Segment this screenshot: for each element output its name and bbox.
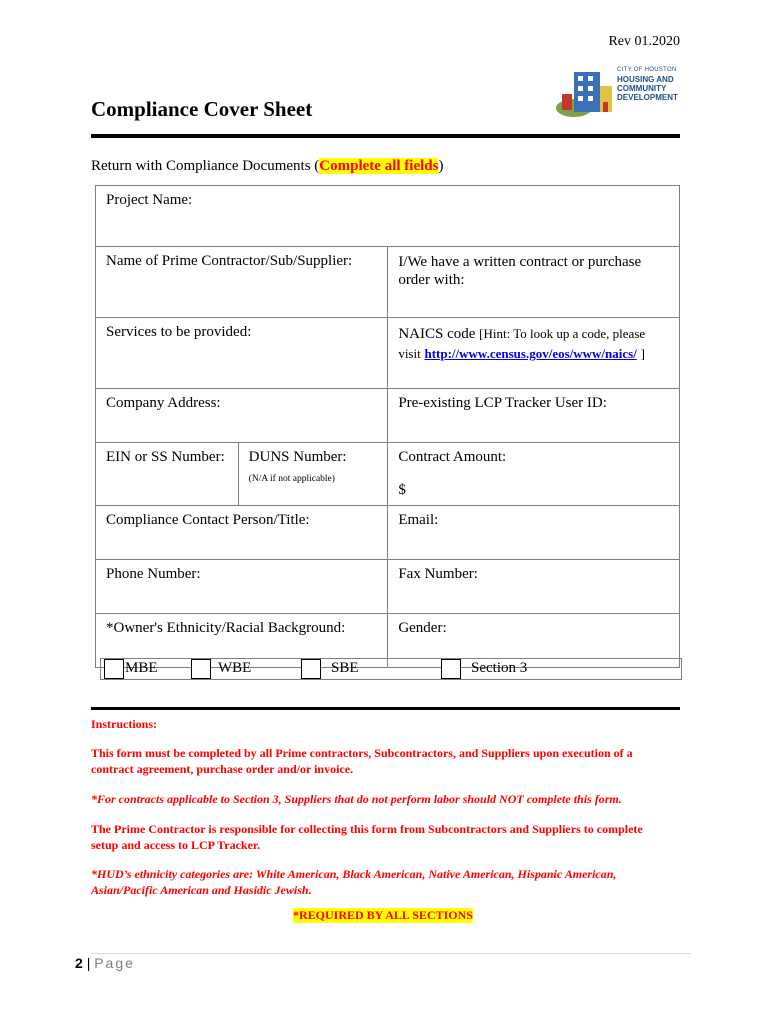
page-title: Compliance Cover Sheet bbox=[91, 97, 313, 121]
complete-all-fields-highlight: Complete all fields bbox=[319, 158, 439, 174]
footer-divider bbox=[91, 953, 691, 954]
instructions-heading: Instructions: bbox=[91, 717, 158, 731]
instruction-paragraph-2: *For contracts applicable to Section 3, Suppliers that do not perform labor should NOT complete this form. bbox=[91, 792, 622, 806]
contract-amount-field[interactable]: Contract Amount: $ bbox=[388, 443, 680, 506]
fax-field[interactable]: Fax Number: bbox=[388, 560, 680, 614]
section3-label: Section 3 bbox=[471, 660, 528, 676]
instructions-divider bbox=[91, 707, 680, 710]
ein-field[interactable]: EIN or SS Number: bbox=[96, 443, 239, 506]
written-contract-field[interactable]: I/We have a written contract or purchase order with: bbox=[388, 247, 680, 318]
page-number: 2 bbox=[75, 955, 83, 971]
page-word: Page bbox=[94, 955, 135, 971]
business-type-checkboxes bbox=[100, 658, 682, 680]
mbe-checkbox[interactable] bbox=[104, 659, 124, 679]
naics-code-field[interactable]: NAICS code [Hint: To look up a code, please visit http://www.census.gov/eos/www/naics/ ] bbox=[388, 318, 680, 389]
sbe-label: SBE bbox=[331, 660, 359, 676]
sbe-checkbox[interactable] bbox=[301, 659, 321, 679]
revision-label: Rev 01.2020 bbox=[608, 34, 680, 49]
ethnicity-field[interactable]: *Owner's Ethnicity/Racial Background: bbox=[96, 614, 388, 668]
phone-field[interactable]: Phone Number: bbox=[96, 560, 388, 614]
footer-separator: | bbox=[86, 955, 91, 971]
wbe-label: WBE bbox=[218, 660, 252, 676]
services-field[interactable]: Services to be provided: bbox=[96, 318, 388, 389]
instruction-paragraph-1: This form must be completed by all Prime contractors, Subcontractors, and Suppliers upon execution of a contract agreement, purchase order and/or invoice. bbox=[91, 746, 633, 776]
contact-person-field[interactable]: Compliance Contact Person/Title: bbox=[96, 506, 388, 560]
instruction-paragraph-3: The Prime Contractor is responsible for collecting this form from Subcontractors and Suppliers to complete setup and access to LCP Tracker. bbox=[91, 822, 643, 852]
gender-field[interactable]: Gender: bbox=[388, 614, 680, 668]
company-address-field[interactable]: Company Address: bbox=[96, 389, 388, 443]
wbe-checkbox[interactable] bbox=[191, 659, 211, 679]
page-footer bbox=[75, 955, 135, 971]
section3-checkbox[interactable] bbox=[441, 659, 461, 679]
return-instruction: Return with Compliance Documents (Complete all fields) bbox=[91, 158, 444, 174]
instruction-paragraph-4: *HUD’s ethnicity categories are: White American, Black American, Native American, Hispanic American, Asian/Pacific American and Hasidic Jewish. bbox=[91, 867, 617, 897]
mbe-label: MBE bbox=[125, 660, 158, 676]
duns-field[interactable]: DUNS Number: (N/A if not applicable) bbox=[238, 443, 388, 506]
logo-text: CITY OF HOUSTON HOUSING AND COMMUNITY DEVELOPMENT bbox=[617, 67, 678, 102]
compliance-form-table bbox=[95, 185, 680, 668]
lcp-user-id-field[interactable]: Pre-existing LCP Tracker User ID: bbox=[388, 389, 680, 443]
prime-contractor-field[interactable]: Name of Prime Contractor/Sub/Supplier: bbox=[96, 247, 388, 318]
email-field[interactable]: Email: bbox=[388, 506, 680, 560]
dollar-sign: $ bbox=[398, 482, 406, 498]
title-divider bbox=[91, 134, 680, 138]
duns-note: (N/A if not applicable) bbox=[248, 474, 335, 484]
project-name-field[interactable]: Project Name: bbox=[96, 186, 680, 247]
naics-link[interactable]: http://www.census.gov/eos/www/naics/ bbox=[424, 346, 637, 361]
required-notice: *REQUIRED BY ALL SECTIONS bbox=[293, 908, 473, 922]
